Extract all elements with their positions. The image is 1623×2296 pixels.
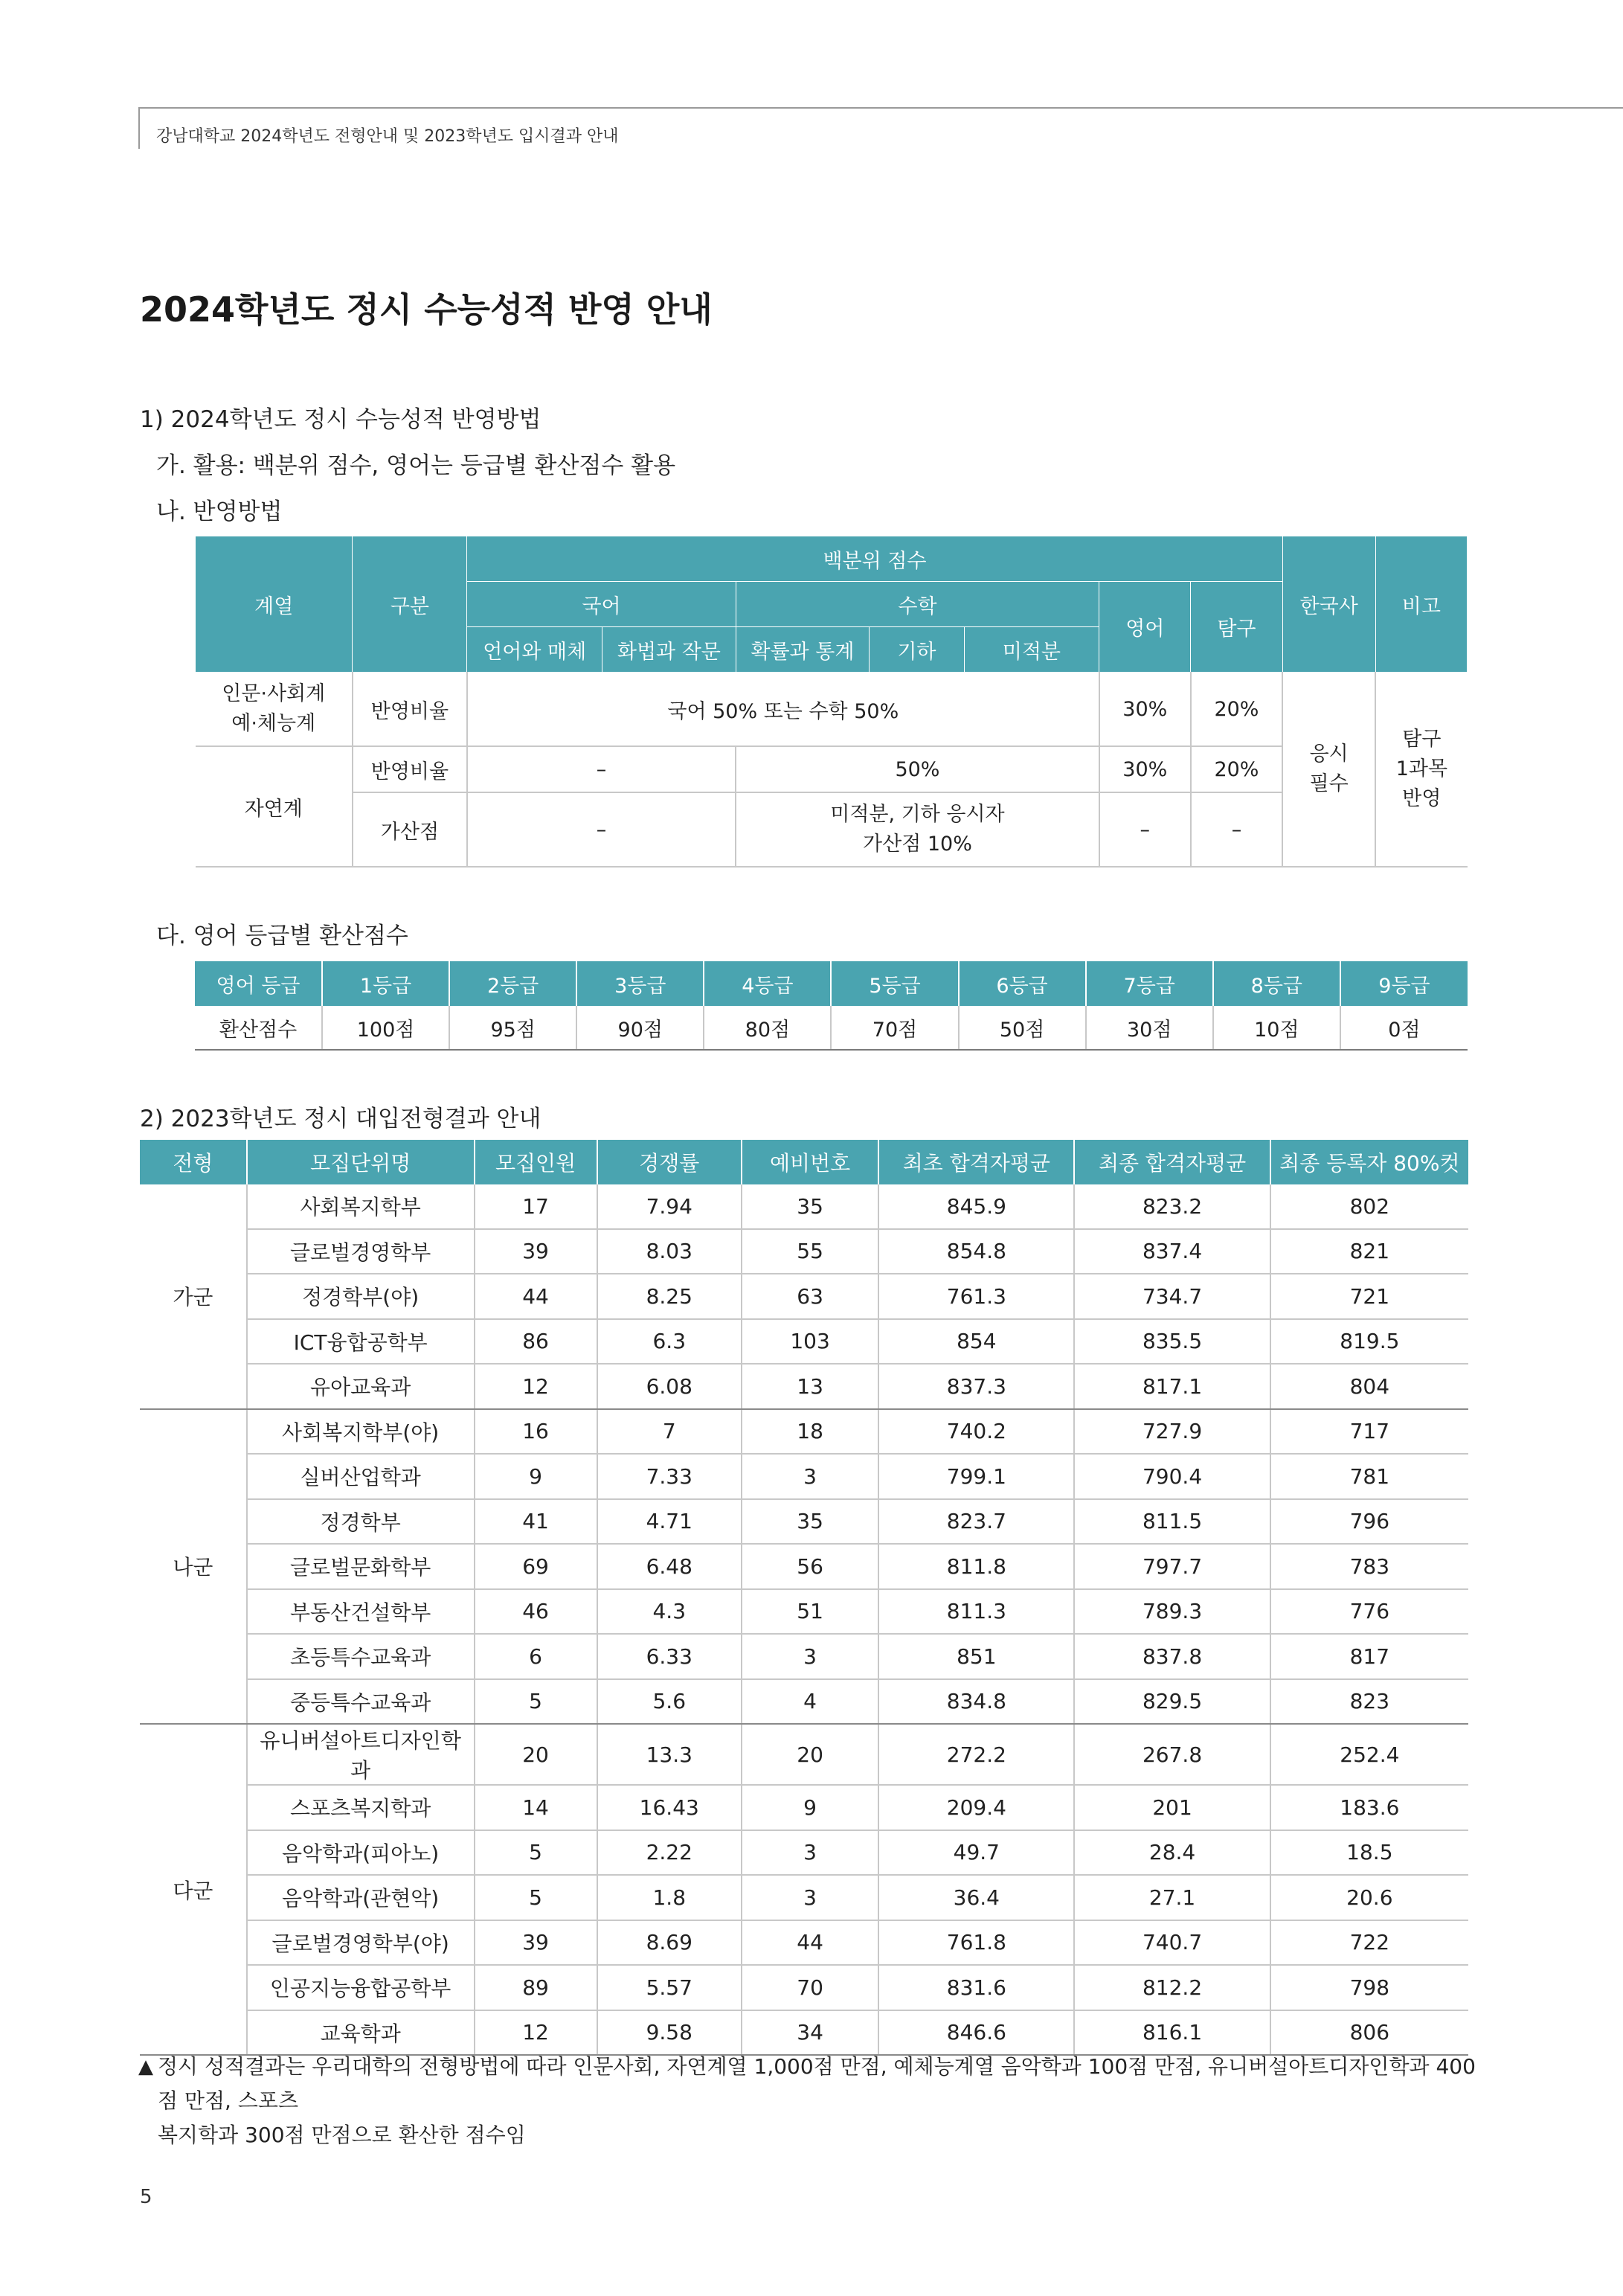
cell-score: 100점 xyxy=(322,1006,449,1050)
cell-competition: 5.57 xyxy=(597,1965,742,2010)
cell-competition: 8.69 xyxy=(597,1920,742,1966)
th-cut80: 최종 등록자 80%컷 xyxy=(1270,1140,1468,1184)
cell-first-avg: 761.3 xyxy=(878,1274,1074,1319)
cell-nat-series: 자연계 xyxy=(196,746,353,867)
cell-first-avg: 740.2 xyxy=(878,1409,1074,1455)
cell-unit: 글로벌문화학부 xyxy=(247,1544,475,1589)
table-row xyxy=(140,1830,1468,1876)
page-number: 5 xyxy=(140,2186,152,2208)
cell-unit: 실버산업학과 xyxy=(247,1454,475,1499)
cell-score: 80점 xyxy=(704,1006,831,1050)
cell-unit: 글로벌경영학부 xyxy=(247,1229,475,1274)
th-grade: 9등급 xyxy=(1340,961,1468,1006)
cell-first-avg: 209.4 xyxy=(878,1785,1074,1830)
th-percentile: 백분위 점수 xyxy=(467,536,1282,582)
table-row xyxy=(140,1875,1468,1920)
cell-quota: 39 xyxy=(475,1920,597,1966)
cell-waitlist: 70 xyxy=(742,1965,878,2010)
cell-cut80: 18.5 xyxy=(1270,1830,1468,1876)
cell-quota: 16 xyxy=(475,1409,597,1455)
cell-competition: 7.94 xyxy=(597,1184,742,1229)
cell-unit: 사회복지학부(야) xyxy=(247,1409,475,1455)
running-header: 강남대학교 2024학년도 전형안내 및 2023학년도 입시결과 안내 xyxy=(156,127,619,146)
cell-first-avg: 854 xyxy=(878,1319,1074,1365)
cell-admission-group: 가군 xyxy=(140,1184,247,1409)
cell-score-label: 환산점수 xyxy=(195,1006,322,1050)
cell-quota: 39 xyxy=(475,1229,597,1274)
cell-cut80: 721 xyxy=(1270,1274,1468,1319)
cell-score: 95점 xyxy=(449,1006,576,1050)
cell-final-avg: 28.4 xyxy=(1074,1830,1270,1876)
cell-waitlist: 3 xyxy=(742,1634,878,1679)
th-inquiry: 탐구 xyxy=(1191,582,1282,673)
cell-first-avg: 811.3 xyxy=(878,1589,1074,1635)
cell-unit: 교육학과 xyxy=(247,2010,475,2056)
cell-final-avg: 835.5 xyxy=(1074,1319,1270,1365)
cell-score: 30점 xyxy=(1086,1006,1213,1050)
th-math-calc: 미적분 xyxy=(964,627,1099,673)
cell-competition: 8.25 xyxy=(597,1274,742,1319)
cell-first-avg: 799.1 xyxy=(878,1454,1074,1499)
cell-competition: 7 xyxy=(597,1409,742,1455)
section2-heading: 2) 2023학년도 정시 대입전형결과 안내 xyxy=(140,1106,541,1132)
cell-cut80: 20.6 xyxy=(1270,1875,1468,1920)
cell-cut80: 722 xyxy=(1270,1920,1468,1966)
th-kor-speech: 화법과 작문 xyxy=(602,627,736,673)
th-history: 한국사 xyxy=(1282,536,1375,673)
cell-unit: 유아교육과 xyxy=(247,1364,475,1409)
cell-cut80: 823 xyxy=(1270,1679,1468,1725)
section1-heading: 1) 2024학년도 정시 수능성적 반영방법 xyxy=(140,406,541,433)
table-row xyxy=(140,1409,1468,1455)
th-grade: 1등급 xyxy=(322,961,449,1006)
table-row xyxy=(140,1364,1468,1409)
cell-r3-math: 미적분, 기하 응시자 가산점 10% xyxy=(736,792,1099,867)
cell-final-avg: 837.4 xyxy=(1074,1229,1270,1274)
th-first-avg: 최초 합격자평균 xyxy=(878,1140,1074,1184)
cell-first-avg: 823.7 xyxy=(878,1499,1074,1545)
th-remark: 비고 xyxy=(1375,536,1467,673)
th-english: 영어 xyxy=(1099,582,1191,673)
cell-score: 70점 xyxy=(831,1006,958,1050)
cell-unit: 사회복지학부 xyxy=(247,1184,475,1229)
th-math-geo: 기하 xyxy=(870,627,964,673)
cell-waitlist: 3 xyxy=(742,1830,878,1876)
cell-waitlist: 3 xyxy=(742,1454,878,1499)
cell-cut80: 781 xyxy=(1270,1454,1468,1499)
cell-admission-group: 나군 xyxy=(140,1409,247,1725)
cell-first-avg: 846.6 xyxy=(878,2010,1074,2056)
th-kor-media: 언어와 매체 xyxy=(467,627,602,673)
cell-cut80: 783 xyxy=(1270,1544,1468,1589)
cell-final-avg: 727.9 xyxy=(1074,1409,1270,1455)
cell-score: 90점 xyxy=(576,1006,704,1050)
cell-waitlist: 44 xyxy=(742,1920,878,1966)
table-row xyxy=(140,1499,1468,1545)
cell-cut80: 796 xyxy=(1270,1499,1468,1545)
table-row xyxy=(140,1274,1468,1319)
cell-final-avg: 817.1 xyxy=(1074,1364,1270,1409)
cell-cut80: 717 xyxy=(1270,1409,1468,1455)
cell-cut80: 252.4 xyxy=(1270,1724,1468,1785)
cell-first-avg: 831.6 xyxy=(878,1965,1074,2010)
cell-competition: 2.22 xyxy=(597,1830,742,1876)
cell-r1-series: 인문·사회계 예·체능계 xyxy=(196,673,353,747)
cell-competition: 9.58 xyxy=(597,2010,742,2056)
cell-final-avg: 201 xyxy=(1074,1785,1270,1830)
cell-r1-inquiry: 20% xyxy=(1191,673,1282,747)
cell-quota: 20 xyxy=(475,1724,597,1785)
cell-cut80: 817 xyxy=(1270,1634,1468,1679)
table-row xyxy=(140,1229,1468,1274)
cell-final-avg: 790.4 xyxy=(1074,1454,1270,1499)
cell-competition: 6.3 xyxy=(597,1319,742,1365)
english-grade-table xyxy=(195,961,1468,1051)
cell-r2-inquiry: 20% xyxy=(1191,746,1282,792)
cell-competition: 6.48 xyxy=(597,1544,742,1589)
cell-waitlist: 63 xyxy=(742,1274,878,1319)
cell-remark: 탐구 1과목 반영 xyxy=(1375,673,1467,868)
cell-r3-type: 가산점 xyxy=(353,792,467,867)
cell-quota: 46 xyxy=(475,1589,597,1635)
cell-unit: ICT융합공학부 xyxy=(247,1319,475,1365)
cell-first-avg: 272.2 xyxy=(878,1724,1074,1785)
page-title: 2024학년도 정시 수능성적 반영 안내 xyxy=(140,289,713,330)
cell-final-avg: 829.5 xyxy=(1074,1679,1270,1725)
th-competition: 경쟁률 xyxy=(597,1140,742,1184)
cell-competition: 1.8 xyxy=(597,1875,742,1920)
cell-unit: 스포츠복지학과 xyxy=(247,1785,475,1830)
cell-first-avg: 36.4 xyxy=(878,1875,1074,1920)
cell-competition: 6.33 xyxy=(597,1634,742,1679)
cell-unit: 음악학과(피아노) xyxy=(247,1830,475,1876)
cell-first-avg: 761.8 xyxy=(878,1920,1074,1966)
th-series: 계열 xyxy=(196,536,353,673)
cell-competition: 5.6 xyxy=(597,1679,742,1725)
cell-first-avg: 49.7 xyxy=(878,1830,1074,1876)
table-row xyxy=(140,2010,1468,2056)
table-row xyxy=(140,1589,1468,1635)
cell-first-avg: 854.8 xyxy=(878,1229,1074,1274)
cell-score: 0점 xyxy=(1340,1006,1468,1050)
header-marker xyxy=(138,107,140,149)
cell-unit: 초등특수교육과 xyxy=(247,1634,475,1679)
header-rule xyxy=(138,107,1623,109)
cell-final-avg: 797.7 xyxy=(1074,1544,1270,1589)
th-quota: 모집인원 xyxy=(475,1140,597,1184)
table-row xyxy=(140,1184,1468,1229)
cell-final-avg: 816.1 xyxy=(1074,2010,1270,2056)
cell-unit: 부동산건설학부 xyxy=(247,1589,475,1635)
cell-waitlist: 20 xyxy=(742,1724,878,1785)
th-grade: 2등급 xyxy=(449,961,576,1006)
cell-cut80: 819.5 xyxy=(1270,1319,1468,1365)
item-da: 다. 영어 등급별 환산점수 xyxy=(156,923,408,949)
cell-unit: 유니버설아트디자인학과 xyxy=(247,1724,475,1785)
triangle-icon: ▲ xyxy=(138,2056,153,2078)
cell-quota: 89 xyxy=(475,1965,597,2010)
cell-waitlist: 35 xyxy=(742,1499,878,1545)
th-english-grade: 영어 등급 xyxy=(195,961,322,1006)
cell-unit: 음악학과(관현악) xyxy=(247,1875,475,1920)
cell-unit: 정경학부 xyxy=(247,1499,475,1545)
cell-unit: 인공지능융합공학부 xyxy=(247,1965,475,2010)
table-row xyxy=(140,1454,1468,1499)
cell-quota: 14 xyxy=(475,1785,597,1830)
cell-waitlist: 4 xyxy=(742,1679,878,1725)
cell-waitlist: 103 xyxy=(742,1319,878,1365)
th-grade: 6등급 xyxy=(959,961,1086,1006)
th-grade: 5등급 xyxy=(831,961,958,1006)
th-admission: 전형 xyxy=(140,1140,247,1184)
cell-quota: 12 xyxy=(475,1364,597,1409)
cell-cut80: 821 xyxy=(1270,1229,1468,1274)
cell-quota: 5 xyxy=(475,1679,597,1725)
cell-cut80: 798 xyxy=(1270,1965,1468,2010)
table-row xyxy=(140,1724,1468,1785)
th-grade: 4등급 xyxy=(704,961,831,1006)
cell-unit: 중등특수교육과 xyxy=(247,1679,475,1725)
cell-competition: 13.3 xyxy=(597,1724,742,1785)
cell-final-avg: 740.7 xyxy=(1074,1920,1270,1966)
th-math-prob: 확률과 통계 xyxy=(736,627,870,673)
cell-waitlist: 18 xyxy=(742,1409,878,1455)
cell-first-avg: 811.8 xyxy=(878,1544,1074,1589)
cell-score: 10점 xyxy=(1213,1006,1340,1050)
cell-quota: 69 xyxy=(475,1544,597,1589)
method-table xyxy=(195,536,1468,868)
cell-waitlist: 3 xyxy=(742,1875,878,1920)
cell-final-avg: 837.8 xyxy=(1074,1634,1270,1679)
th-math: 수학 xyxy=(736,582,1099,627)
cell-admission-group: 다군 xyxy=(140,1724,247,2055)
th-unit: 모집단위명 xyxy=(247,1140,475,1184)
table-row xyxy=(140,1319,1468,1365)
cell-r2-type: 반영비율 xyxy=(353,746,467,792)
th-grade: 3등급 xyxy=(576,961,704,1006)
cell-competition: 8.03 xyxy=(597,1229,742,1274)
th-grade: 8등급 xyxy=(1213,961,1340,1006)
cell-first-avg: 851 xyxy=(878,1634,1074,1679)
footnote-text: 정시 성적결과는 우리대학의 전형방법에 따라 인문사회, 자연계열 1,000점 만점, 예체능계열 음악학과 100점 만점, 유니버설아트디자인학과 400점 만점, 스포츠 복지학과 300점 만점으로 환산한 점수임 xyxy=(158,2054,1476,2147)
cell-quota: 5 xyxy=(475,1830,597,1876)
cell-competition: 4.3 xyxy=(597,1589,742,1635)
cell-cut80: 804 xyxy=(1270,1364,1468,1409)
cell-quota: 9 xyxy=(475,1454,597,1499)
cell-quota: 12 xyxy=(475,2010,597,2056)
cell-quota: 44 xyxy=(475,1274,597,1319)
table-row xyxy=(140,1920,1468,1966)
table-row xyxy=(140,1965,1468,2010)
cell-waitlist: 55 xyxy=(742,1229,878,1274)
cell-waitlist: 51 xyxy=(742,1589,878,1635)
cell-quota: 17 xyxy=(475,1184,597,1229)
item-na: 나. 반영방법 xyxy=(156,498,283,525)
cell-quota: 41 xyxy=(475,1499,597,1545)
cell-score: 50점 xyxy=(959,1006,1086,1050)
cell-r2-korean: – xyxy=(467,746,736,792)
th-waitlist: 예비번호 xyxy=(742,1140,878,1184)
cell-quota: 6 xyxy=(475,1634,597,1679)
cell-history: 응시 필수 xyxy=(1282,673,1375,868)
cell-final-avg: 27.1 xyxy=(1074,1875,1270,1920)
cell-final-avg: 734.7 xyxy=(1074,1274,1270,1319)
cell-r3-english: – xyxy=(1099,792,1191,867)
th-korean: 국어 xyxy=(467,582,736,627)
cell-final-avg: 811.5 xyxy=(1074,1499,1270,1545)
cell-final-avg: 812.2 xyxy=(1074,1965,1270,2010)
cell-quota: 86 xyxy=(475,1319,597,1365)
cell-cut80: 802 xyxy=(1270,1184,1468,1229)
cell-first-avg: 845.9 xyxy=(878,1184,1074,1229)
th-grade: 7등급 xyxy=(1086,961,1213,1006)
table-row xyxy=(140,1544,1468,1589)
footnote xyxy=(138,2050,1477,2152)
cell-competition: 6.08 xyxy=(597,1364,742,1409)
cell-competition: 7.33 xyxy=(597,1454,742,1499)
cell-unit: 정경학부(야) xyxy=(247,1274,475,1319)
cell-r1-type: 반영비율 xyxy=(353,673,467,747)
cell-r2-english: 30% xyxy=(1099,746,1191,792)
cell-r3-inquiry: – xyxy=(1191,792,1282,867)
cell-unit: 글로벌경영학부(야) xyxy=(247,1920,475,1966)
cell-quota: 5 xyxy=(475,1875,597,1920)
cell-waitlist: 34 xyxy=(742,2010,878,2056)
cell-r1-english: 30% xyxy=(1099,673,1191,747)
cell-final-avg: 789.3 xyxy=(1074,1589,1270,1635)
cell-cut80: 776 xyxy=(1270,1589,1468,1635)
table-row xyxy=(140,1679,1468,1725)
cell-r2-math: 50% xyxy=(736,746,1099,792)
item-ga: 가. 활용: 백분위 점수, 영어는 등급별 환산점수 활용 xyxy=(156,452,676,479)
cell-competition: 16.43 xyxy=(597,1785,742,1830)
cell-final-avg: 267.8 xyxy=(1074,1724,1270,1785)
cell-first-avg: 834.8 xyxy=(878,1679,1074,1725)
cell-waitlist: 56 xyxy=(742,1544,878,1589)
cell-first-avg: 837.3 xyxy=(878,1364,1074,1409)
cell-r1-kormath: 국어 50% 또는 수학 50% xyxy=(467,673,1099,747)
cell-final-avg: 823.2 xyxy=(1074,1184,1270,1229)
cell-competition: 4.71 xyxy=(597,1499,742,1545)
th-final-avg: 최종 합격자평균 xyxy=(1074,1140,1270,1184)
cell-waitlist: 9 xyxy=(742,1785,878,1830)
cell-r3-korean: – xyxy=(467,792,736,867)
table-row xyxy=(140,1634,1468,1679)
results-table xyxy=(140,1140,1468,2056)
cell-cut80: 806 xyxy=(1270,2010,1468,2056)
th-type: 구분 xyxy=(353,536,467,673)
cell-cut80: 183.6 xyxy=(1270,1785,1468,1830)
cell-waitlist: 13 xyxy=(742,1364,878,1409)
table-row xyxy=(140,1785,1468,1830)
cell-waitlist: 35 xyxy=(742,1184,878,1229)
